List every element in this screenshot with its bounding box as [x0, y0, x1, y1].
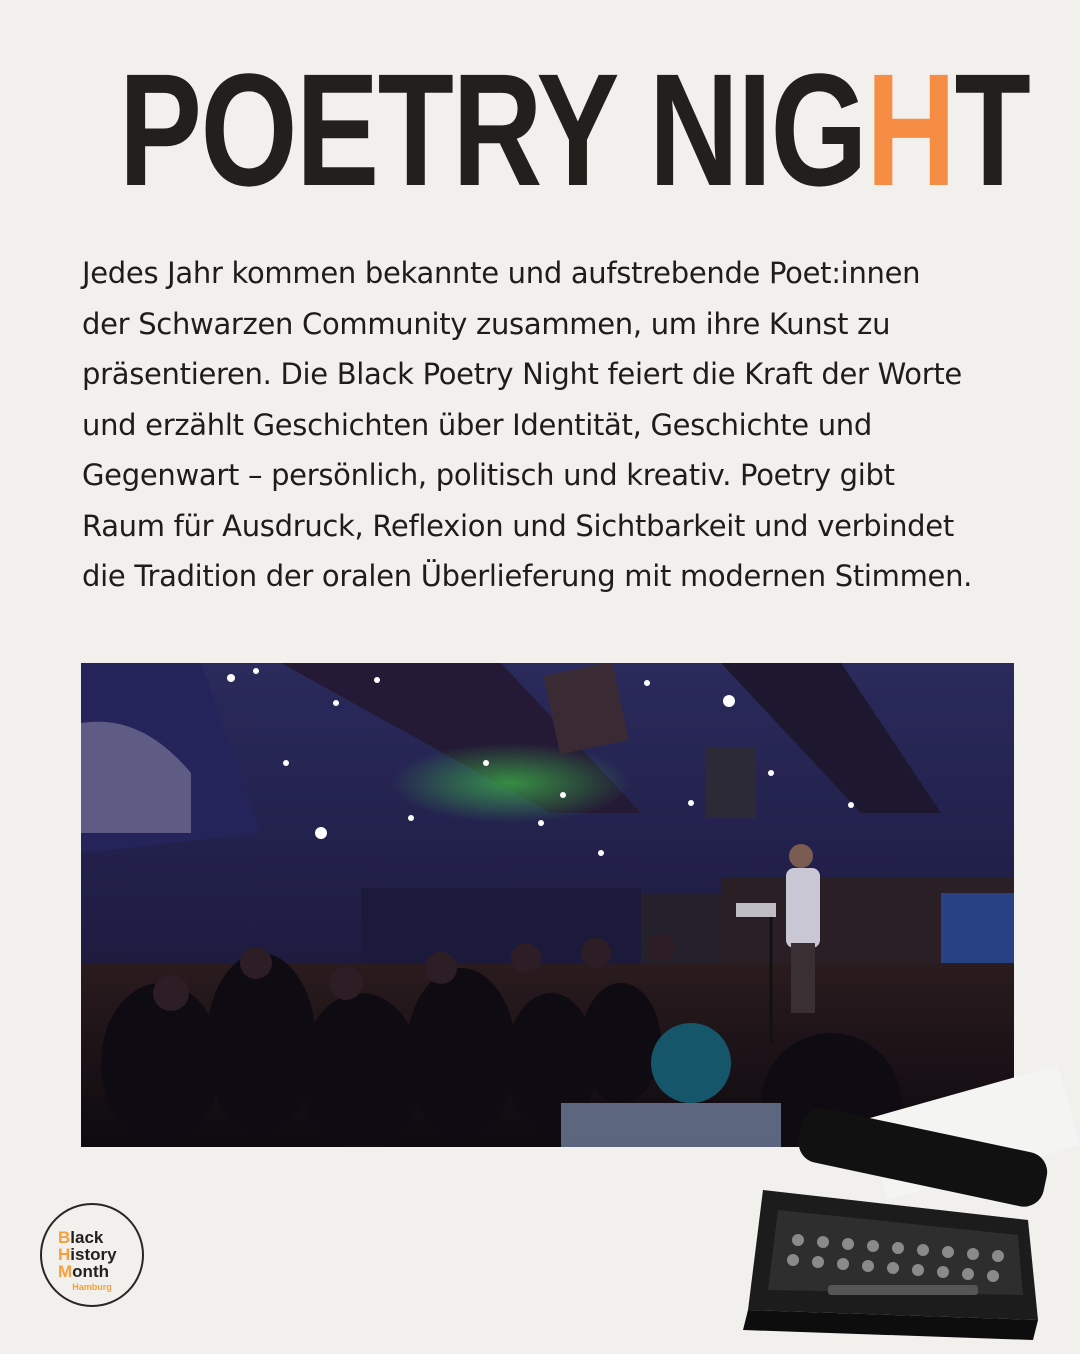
description-line: Raum für Ausdruck, Reflexion und Sichtbarkeit und verbindet [82, 508, 954, 543]
logo-line-3-initial: M [58, 1262, 73, 1281]
description-line: die Tradition der oralen Überlieferung mit modernen Stimmen. [82, 559, 973, 593]
event-description [82, 248, 1042, 602]
description-line: und erzählt Geschichten über Identität, Geschichte und [82, 407, 872, 442]
logo-line-3-rest: onth [72, 1262, 109, 1281]
logo-line-1 [58, 1229, 103, 1246]
description-line: der Schwarzen Community zusammen, um ihre Kunst zu [82, 306, 891, 341]
title-main: POETRY NIG [118, 40, 867, 219]
logo-line-1-initial: B [58, 1228, 71, 1247]
logo-line-2-initial: H [58, 1245, 71, 1264]
title-end: T [954, 40, 1030, 219]
black-history-month-logo [40, 1203, 144, 1307]
logo-line-2 [58, 1246, 117, 1263]
page-title [118, 40, 1030, 219]
typewriter-illustration [738, 1060, 1080, 1350]
logo-line-3 [58, 1263, 109, 1280]
description-line: präsentieren. Die Black Poetry Night feiert die Kraft der Worte [82, 357, 962, 391]
description-line: Gegenwart – persönlich, politisch und kreativ. Poetry gibt [82, 458, 895, 492]
title-accent-letter: H [866, 40, 955, 219]
description-line: Jedes Jahr kommen bekannte und aufstrebende Poet:innen [82, 256, 921, 290]
logo-line-1-rest: lack [70, 1228, 104, 1247]
logo-subtitle: Hamburg [72, 1282, 112, 1292]
logo-line-2-rest: istory [70, 1245, 117, 1264]
